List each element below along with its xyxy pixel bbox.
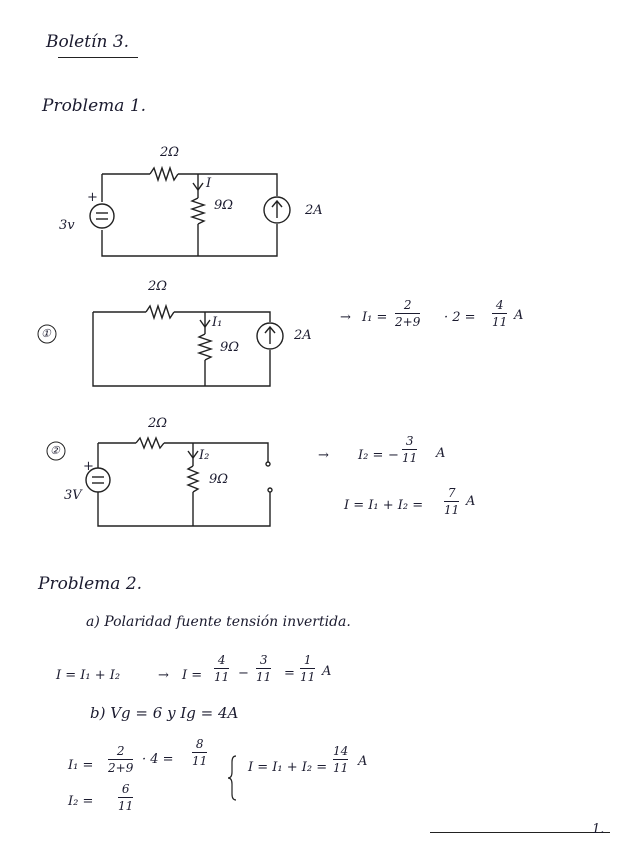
step2-unit: A xyxy=(436,446,446,461)
part-b-i1-den: 2+9 xyxy=(108,761,134,775)
step1-source-i-label: 2A xyxy=(294,328,312,343)
part-a-f1-num: 4 xyxy=(217,653,226,667)
part-b-total-fraction xyxy=(333,744,348,775)
part-a-arrow: → xyxy=(158,668,169,683)
step2-total-lhs: I = I₁ + I₂ = xyxy=(344,498,424,513)
step2-plus-sign: + xyxy=(83,459,94,474)
resistor-2-ohm-step2 xyxy=(136,438,164,448)
main-current-label: I xyxy=(206,176,212,191)
page-number: 1. xyxy=(592,822,605,837)
resistor-2-ohm xyxy=(150,168,178,180)
step1-fraction xyxy=(395,298,420,329)
part-b-i2-lhs: I₂ = xyxy=(68,794,94,809)
step1-marker: ① xyxy=(41,327,51,340)
main-plus-sign: + xyxy=(87,190,98,205)
step2-arrow: → xyxy=(318,448,329,463)
resistor-9-ohm-step2 xyxy=(188,466,198,492)
part-a-frac3 xyxy=(300,653,315,684)
step1-times: · 2 = xyxy=(444,310,476,325)
step1-result-den: 11 xyxy=(492,315,508,329)
step1-eq-lhs: I₁ = xyxy=(362,310,388,325)
resistor-9-ohm xyxy=(192,198,204,224)
step1-arrow: → xyxy=(340,310,351,325)
step1-unit: A xyxy=(514,308,524,323)
main-r-top-label: 2Ω xyxy=(160,145,180,160)
main-r-mid-label: 9Ω xyxy=(214,198,234,213)
part-a-f2-num: 3 xyxy=(259,653,268,667)
step2-eq-lhs: I₂ = xyxy=(358,448,384,463)
part-b-i1-times: · 4 = xyxy=(142,752,174,767)
main-circuit xyxy=(90,168,290,256)
resistor-9-ohm-step1 xyxy=(199,334,211,360)
step2-frac-den: 11 xyxy=(402,451,418,465)
step2-frac-num: 3 xyxy=(405,434,414,448)
part-b-total: I = I₁ + I₂ = xyxy=(248,760,328,775)
circuit-step2 xyxy=(86,438,270,526)
part-b-total-num: 14 xyxy=(333,744,349,758)
step1-result-fraction xyxy=(492,298,507,329)
part-b-i1-fraction xyxy=(108,744,133,775)
part-a-f3-den: 11 xyxy=(300,670,316,684)
part-a-f3-num: 1 xyxy=(303,653,312,667)
part-a-unit: A xyxy=(322,664,332,679)
part-b-total-den: 11 xyxy=(333,761,349,775)
step2-source-v-label: 3V xyxy=(64,488,82,503)
part-b-i1-num: 2 xyxy=(116,744,125,758)
step1-frac-den: 2+9 xyxy=(395,315,421,329)
circuit-step1 xyxy=(93,306,283,386)
part-b-i1-result-fraction xyxy=(192,737,207,768)
step1-frac-num: 2 xyxy=(403,298,412,312)
part-a-f2-den: 11 xyxy=(256,670,272,684)
step1-result-num: 4 xyxy=(495,298,504,312)
problem1-heading: Problema 1. xyxy=(42,96,147,116)
main-source-v-label: 3v xyxy=(59,218,75,233)
part-a-text: a) Polaridad fuente tensión invertida. xyxy=(86,614,351,630)
part-a-frac1 xyxy=(214,653,229,684)
step1-current-label: I₁ xyxy=(212,315,223,330)
part-a-minus: − xyxy=(238,666,249,681)
step2-fraction xyxy=(402,434,417,465)
voltage-source-main xyxy=(90,204,114,228)
part-a-f1-den: 11 xyxy=(214,670,230,684)
part-a-eq2-lhs: I = xyxy=(182,668,203,683)
part-a-frac2 xyxy=(256,653,271,684)
step2-r-mid-label: 9Ω xyxy=(209,472,229,487)
part-b-text: b) Vg = 6 y Ig = 4A xyxy=(90,704,239,722)
problem2-heading: Problema 2. xyxy=(38,574,143,594)
part-b-i1-res-den: 11 xyxy=(192,754,208,768)
part-a-equals: = xyxy=(284,666,295,681)
part-b-i1-res-num: 8 xyxy=(195,737,204,751)
main-source-i-label: 2A xyxy=(305,203,323,218)
resistor-2-ohm-step1 xyxy=(146,306,174,318)
step2-total-unit: A xyxy=(466,494,476,509)
footer-line xyxy=(430,832,610,833)
page-title: Boletín 3. xyxy=(46,32,130,52)
part-b-i2-fraction xyxy=(118,782,133,813)
part-a-eq1: I = I₁ + I₂ xyxy=(56,668,121,683)
step2-current-label: I₂ xyxy=(199,448,210,463)
part-b-total-unit: A xyxy=(358,754,368,769)
step2-total-den: 11 xyxy=(444,503,460,517)
step2-marker: ② xyxy=(50,444,60,457)
part-b-i2-num: 6 xyxy=(121,782,130,796)
step2-r-top-label: 2Ω xyxy=(148,416,168,431)
step2-minus: − xyxy=(388,448,399,463)
part-b-i2-den: 11 xyxy=(118,799,134,813)
step1-r-mid-label: 9Ω xyxy=(220,340,240,355)
step1-r-top-label: 2Ω xyxy=(148,279,168,294)
step2-total-num: 7 xyxy=(447,486,456,500)
part-b-i1-lhs: I₁ = xyxy=(68,758,94,773)
step2-total-fraction xyxy=(444,486,459,517)
